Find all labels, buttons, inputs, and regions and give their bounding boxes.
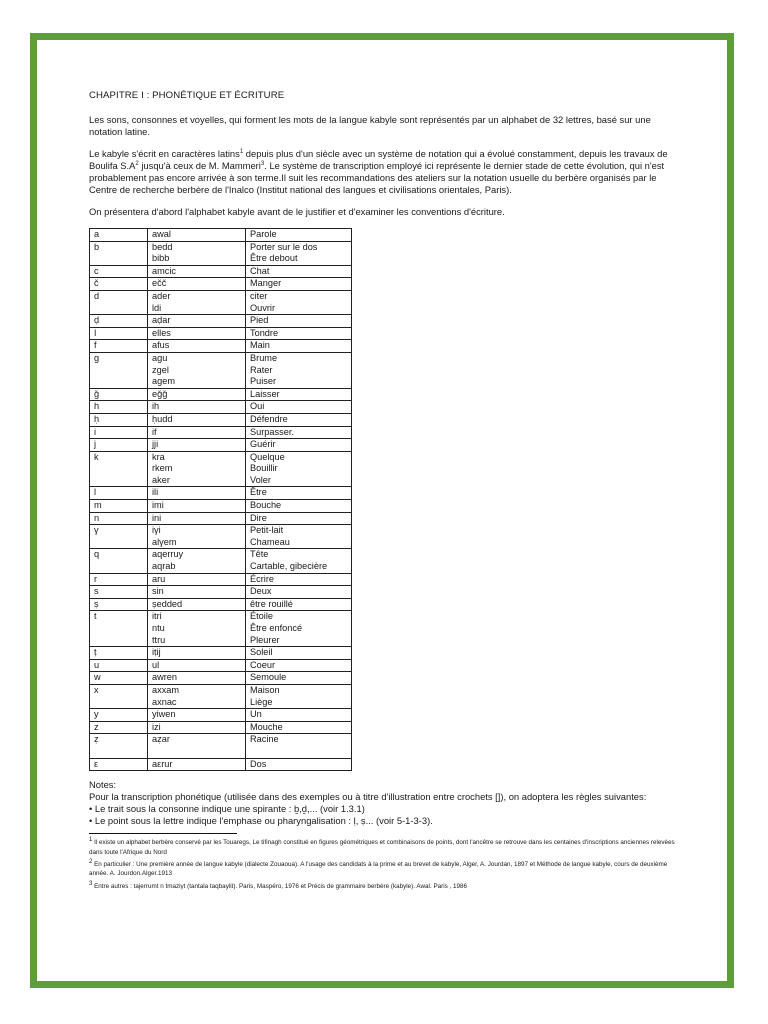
footnote-ref-3: 3 <box>260 160 265 167</box>
example-word: aεrur <box>152 758 173 769</box>
meaning-text: être rouillé <box>250 598 293 609</box>
letter-cell: c <box>90 265 148 278</box>
meaning-text: Parole <box>250 229 277 239</box>
word-cell <box>148 734 246 758</box>
meaning-text: Bouche <box>250 500 282 511</box>
example-word: eǧǧ <box>152 388 168 399</box>
example-word: aḍar <box>152 315 171 326</box>
word-cell <box>148 278 246 291</box>
word-cell <box>148 758 246 771</box>
table-row <box>90 709 352 722</box>
word-cell <box>148 426 246 439</box>
footnote-text: Entre autres : tajerrumt n tmaziγt (tantala taqbaylit). Paris, Maspéro, 1976 et Précis de grammaire berbère (kabyle). Awal. Paris , 1986 <box>94 882 468 890</box>
meaning-cell <box>246 426 352 439</box>
meaning-text: Surpasser. <box>250 426 294 437</box>
meaning-text: Bouillir <box>250 463 278 474</box>
meaning-text: Laisser <box>250 388 280 399</box>
table-row <box>90 413 352 426</box>
meaning-cell <box>246 241 352 265</box>
meaning-cell <box>246 290 352 314</box>
example-word: ldi <box>152 302 162 313</box>
word-cell <box>148 512 246 525</box>
history-text-1: Le kabyle s'écrit en caractères latins <box>89 148 240 159</box>
table-row <box>90 439 352 452</box>
table-row <box>90 721 352 734</box>
letter-cell: ǧ <box>90 388 148 401</box>
meaning-text: Liège <box>250 696 273 707</box>
letter-cell: m <box>90 500 148 513</box>
meaning-text: Main <box>250 340 270 351</box>
table-row <box>90 290 352 314</box>
example-word: zgel <box>152 364 169 375</box>
word-cell <box>148 241 246 265</box>
meaning-cell <box>246 352 352 388</box>
meaning-text: Dire <box>250 512 267 523</box>
example-word: izi <box>152 721 161 732</box>
example-word: ḥudd <box>152 413 173 424</box>
intro-paragraph: Les sons, consonnes et voyelles, qui forment les mots de la langue kabyle sont représentés par un alphabet de 32 lettres, basé sur une notation latine. <box>89 114 651 137</box>
meaning-cell <box>246 684 352 708</box>
letter-cell: s <box>90 586 148 599</box>
word-cell <box>148 709 246 722</box>
word-cell <box>148 487 246 500</box>
letter-cell: x <box>90 684 148 708</box>
meaning-cell <box>246 734 352 758</box>
history-paragraph <box>89 148 681 196</box>
meaning-text <box>250 746 347 758</box>
meaning-cell <box>246 709 352 722</box>
word-cell <box>148 315 246 328</box>
example-word: ili <box>152 487 159 498</box>
example-word: afus <box>152 340 170 351</box>
meaning-text: Écrire <box>250 573 274 584</box>
table-row <box>90 278 352 291</box>
word-cell <box>148 684 246 708</box>
alphabet-table <box>89 228 352 771</box>
example-word: bedd <box>152 241 173 252</box>
example-word: awal <box>152 229 171 239</box>
example-word: if <box>152 426 157 437</box>
meaning-cell <box>246 327 352 340</box>
meaning-cell <box>246 586 352 599</box>
meaning-text: Semoule <box>250 672 287 683</box>
meaning-cell <box>246 451 352 487</box>
meaning-text: Mouche <box>250 721 283 732</box>
word-cell <box>148 611 246 647</box>
history-text-2: depuis plus d'un siècle avec un système de notation qui a évolué constamment, depuis les travaux de Boulifa S.A <box>89 148 668 171</box>
letter-cell: ḥ <box>90 413 148 426</box>
example-word: iγi <box>152 525 161 536</box>
meaning-cell <box>246 340 352 353</box>
example-word: imi <box>152 500 164 511</box>
table-row <box>90 265 352 278</box>
word-cell <box>148 352 246 388</box>
letter-cell: h <box>90 401 148 414</box>
table-row <box>90 611 352 647</box>
letter-cell: č <box>90 278 148 291</box>
meaning-text: Être enfoncé <box>250 623 303 633</box>
example-word: awren <box>152 672 178 683</box>
table-row <box>90 525 352 549</box>
example-word: yiwen <box>152 709 176 720</box>
meaning-cell <box>246 598 352 611</box>
meaning-cell <box>246 278 352 291</box>
word-cell <box>148 388 246 401</box>
footnote-divider <box>89 833 237 834</box>
meaning-cell <box>246 647 352 660</box>
history-text-4: . Le système de transcription employé ici représente le dernier stade de cette évolution, qui n'est probablement pas encore arrivée à son terme.Il suit les recommandations des ateliers sur la notation usuelle du berbère organisés par le Centre de recherche berbère de l'Inalco (Institut national des langues et civilisations orientales, Paris). <box>89 160 665 195</box>
table-row <box>90 684 352 708</box>
meaning-cell <box>246 525 352 549</box>
history-text-3: jusqu'à ceux de M. Mammeri <box>138 160 261 171</box>
alphabet-table-body <box>90 229 352 771</box>
example-word: iṭij <box>152 647 161 658</box>
table-row <box>90 647 352 660</box>
meaning-text: Chameau <box>250 536 290 547</box>
meaning-cell <box>246 672 352 685</box>
word-cell <box>148 721 246 734</box>
letter-cell: q <box>90 549 148 573</box>
meaning-cell <box>246 401 352 414</box>
table-row <box>90 672 352 685</box>
meaning-text: Deux <box>250 586 272 597</box>
table-row <box>90 549 352 573</box>
meaning-text: Puiser <box>250 376 277 387</box>
example-word: aker <box>152 474 170 485</box>
meaning-text: Être <box>250 487 267 498</box>
table-row <box>90 229 352 242</box>
notes-intro: Pour la transcription phonétique (utilisée dans des exemples ou à titre d'illustration entre crochets []), on adoptera les règles suivantes: <box>89 791 647 803</box>
letter-cell: b <box>90 241 148 265</box>
meaning-cell <box>246 512 352 525</box>
table-row <box>90 388 352 401</box>
footnote-ref-2: 2 <box>135 160 139 167</box>
example-word: axxam <box>152 684 180 695</box>
footnote-3 <box>89 882 681 891</box>
table-row <box>90 586 352 599</box>
letter-cell: a <box>90 229 148 242</box>
meaning-cell <box>246 659 352 672</box>
meaning-text: Tête <box>250 549 269 560</box>
meaning-text: Pleurer <box>250 634 280 645</box>
letter-cell: t <box>90 611 148 647</box>
meaning-text: Dos <box>250 758 267 769</box>
table-row <box>90 327 352 340</box>
word-cell <box>148 549 246 573</box>
meaning-text: Chat <box>250 265 270 276</box>
table-row <box>90 352 352 388</box>
letter-cell: f <box>90 340 148 353</box>
meaning-cell <box>246 229 352 242</box>
letter-cell: u <box>90 659 148 672</box>
table-row <box>90 734 352 758</box>
example-word: aẓar <box>152 734 170 745</box>
example-word: agu <box>152 352 168 363</box>
meaning-cell <box>246 439 352 452</box>
table-row <box>90 500 352 513</box>
example-word: ečč <box>152 278 167 289</box>
letter-cell: ṣ <box>90 598 148 611</box>
chapter-title: CHAPITRE I : PHONÉTIQUE ET ÉCRITURE <box>89 90 285 101</box>
example-word: ader <box>152 290 171 301</box>
word-cell <box>148 586 246 599</box>
example-word: ṣedded <box>152 598 183 609</box>
word-cell <box>148 598 246 611</box>
meaning-cell <box>246 721 352 734</box>
footnote-2 <box>89 860 681 879</box>
table-row <box>90 340 352 353</box>
meaning-text: Étoile <box>250 611 273 622</box>
meaning-text: Porter sur le dos <box>250 241 318 252</box>
table-row <box>90 598 352 611</box>
meaning-cell <box>246 549 352 573</box>
letter-cell: n <box>90 512 148 525</box>
word-cell <box>148 265 246 278</box>
meaning-text: Racine <box>250 734 279 745</box>
meaning-text: Manger <box>250 278 282 289</box>
table-row <box>90 426 352 439</box>
meaning-cell <box>246 265 352 278</box>
example-word: itri <box>152 611 162 622</box>
meaning-text: Rater <box>250 364 273 375</box>
footnote-number: 3 <box>89 880 93 887</box>
meaning-cell <box>246 758 352 771</box>
meaning-cell <box>246 500 352 513</box>
notes-rule-spirant: • Le trait sous la consonne indique une spirante : ḇ,ḏ,... (voir 1.3.1) <box>89 803 365 815</box>
word-cell <box>148 573 246 586</box>
letter-cell: w <box>90 672 148 685</box>
word-cell <box>148 672 246 685</box>
example-word: jji <box>152 439 159 450</box>
word-cell <box>148 439 246 452</box>
table-row <box>90 241 352 265</box>
meaning-cell <box>246 413 352 426</box>
meaning-text: Brume <box>250 352 278 363</box>
example-word: ul <box>152 659 160 670</box>
footnote-text: En particulier : Une première année de langue kabyle (dialecte Zouaoua). A l'usage des candidats à la prime et au brevet de kabyle, Alger, A. Jourdan, 1897 et Méthode de langue kabyle, cours de deuxième année. A. Jourdon.Alger.1913 <box>89 860 668 878</box>
presentation-paragraph: On présentera d'abord l'alphabet kabyle avant de le justifier et d'examiner les conventions d'écriture. <box>89 206 505 217</box>
letter-cell: ε <box>90 758 148 771</box>
meaning-cell <box>246 487 352 500</box>
meaning-cell <box>246 573 352 586</box>
table-row <box>90 401 352 414</box>
word-cell <box>148 290 246 314</box>
example-word: ttru <box>152 634 166 645</box>
meaning-text: Guérir <box>250 439 276 450</box>
word-cell <box>148 229 246 242</box>
table-row <box>90 315 352 328</box>
meaning-text: Voler <box>250 474 271 485</box>
table-row <box>90 573 352 586</box>
meaning-text: Maison <box>250 684 280 695</box>
letter-cell: l <box>90 487 148 500</box>
letter-cell: j <box>90 439 148 452</box>
word-cell <box>148 659 246 672</box>
letter-cell: ḍ <box>90 315 148 328</box>
word-cell <box>148 413 246 426</box>
word-cell <box>148 327 246 340</box>
meaning-cell <box>246 315 352 328</box>
example-word: aqrab <box>152 561 176 572</box>
example-word: axnac <box>152 696 177 707</box>
word-cell <box>148 647 246 660</box>
footnote-number: 2 <box>89 858 93 865</box>
footnote-text: Il existe un alphabet berbère conservé par les Touaregs, Le tifinagh constitué en figures géométriques et combinaisons de points, dont l'ancêtre se retrouve dans les centaines d'inscriptions anciennes relevées dans toute l'Afrique du Nord <box>89 839 675 856</box>
meaning-text: Petit-lait <box>250 525 284 536</box>
example-word: ih <box>152 401 160 412</box>
letter-cell: i <box>90 426 148 439</box>
meaning-text: Défendre <box>250 413 288 424</box>
notes-rule-emphasis: • Le point sous la lettre indique l'emphase ou pharyngalisation : ḷ, ṣ... (voir 5-1-3-3). <box>89 815 433 827</box>
notes-heading: Notes: <box>89 779 117 791</box>
word-cell <box>148 340 246 353</box>
letter-cell: r <box>90 573 148 586</box>
table-row <box>90 758 352 771</box>
example-word: sin <box>152 586 164 597</box>
footnote-number: 1 <box>89 837 93 844</box>
letter-cell: ẓ <box>90 734 148 758</box>
meaning-text: Soleil <box>250 647 273 658</box>
example-word: aru <box>152 573 166 584</box>
example-word: agem <box>152 376 175 387</box>
letter-cell: y <box>90 709 148 722</box>
example-word: amcic <box>152 265 176 276</box>
word-cell <box>148 451 246 487</box>
footnote-1 <box>89 838 681 857</box>
example-word: bibb <box>152 253 170 264</box>
table-row <box>90 451 352 487</box>
meaning-text: Cartable, gibecière <box>250 561 328 572</box>
example-word <box>152 746 241 758</box>
table-row <box>90 512 352 525</box>
letter-cell: d <box>90 290 148 314</box>
meaning-cell <box>246 388 352 401</box>
letter-cell: g <box>90 352 148 388</box>
meaning-text: Un <box>250 709 262 720</box>
example-word: kra <box>152 451 165 462</box>
notes-section <box>89 779 681 827</box>
word-cell <box>148 401 246 414</box>
example-word: ini <box>152 512 162 523</box>
footnote-ref-1: 1 <box>239 148 244 155</box>
word-cell <box>148 500 246 513</box>
meaning-text: Pied <box>250 315 269 326</box>
example-word: rkem <box>152 463 173 474</box>
letter-cell: γ <box>90 525 148 549</box>
meaning-text: citer <box>250 290 268 301</box>
table-row <box>90 659 352 672</box>
meaning-text: Tondre <box>250 327 279 338</box>
meaning-text: Ouvrir <box>250 302 276 313</box>
meaning-cell <box>246 611 352 647</box>
example-word: elles <box>152 327 171 338</box>
table-row <box>90 487 352 500</box>
meaning-text: Oui <box>250 401 265 412</box>
word-cell <box>148 525 246 549</box>
letter-cell: ǀ <box>90 327 148 340</box>
letter-cell: ṭ <box>90 647 148 660</box>
meaning-text: Coeur <box>250 659 276 670</box>
example-word: ntu <box>152 623 165 633</box>
document-body <box>89 90 681 894</box>
meaning-text: Quelque <box>250 451 285 462</box>
meaning-text: Être debout <box>250 253 298 264</box>
letter-cell: z <box>90 721 148 734</box>
example-word: alγem <box>152 536 177 547</box>
example-word: aqerruy <box>152 549 184 560</box>
letter-cell: k <box>90 451 148 487</box>
